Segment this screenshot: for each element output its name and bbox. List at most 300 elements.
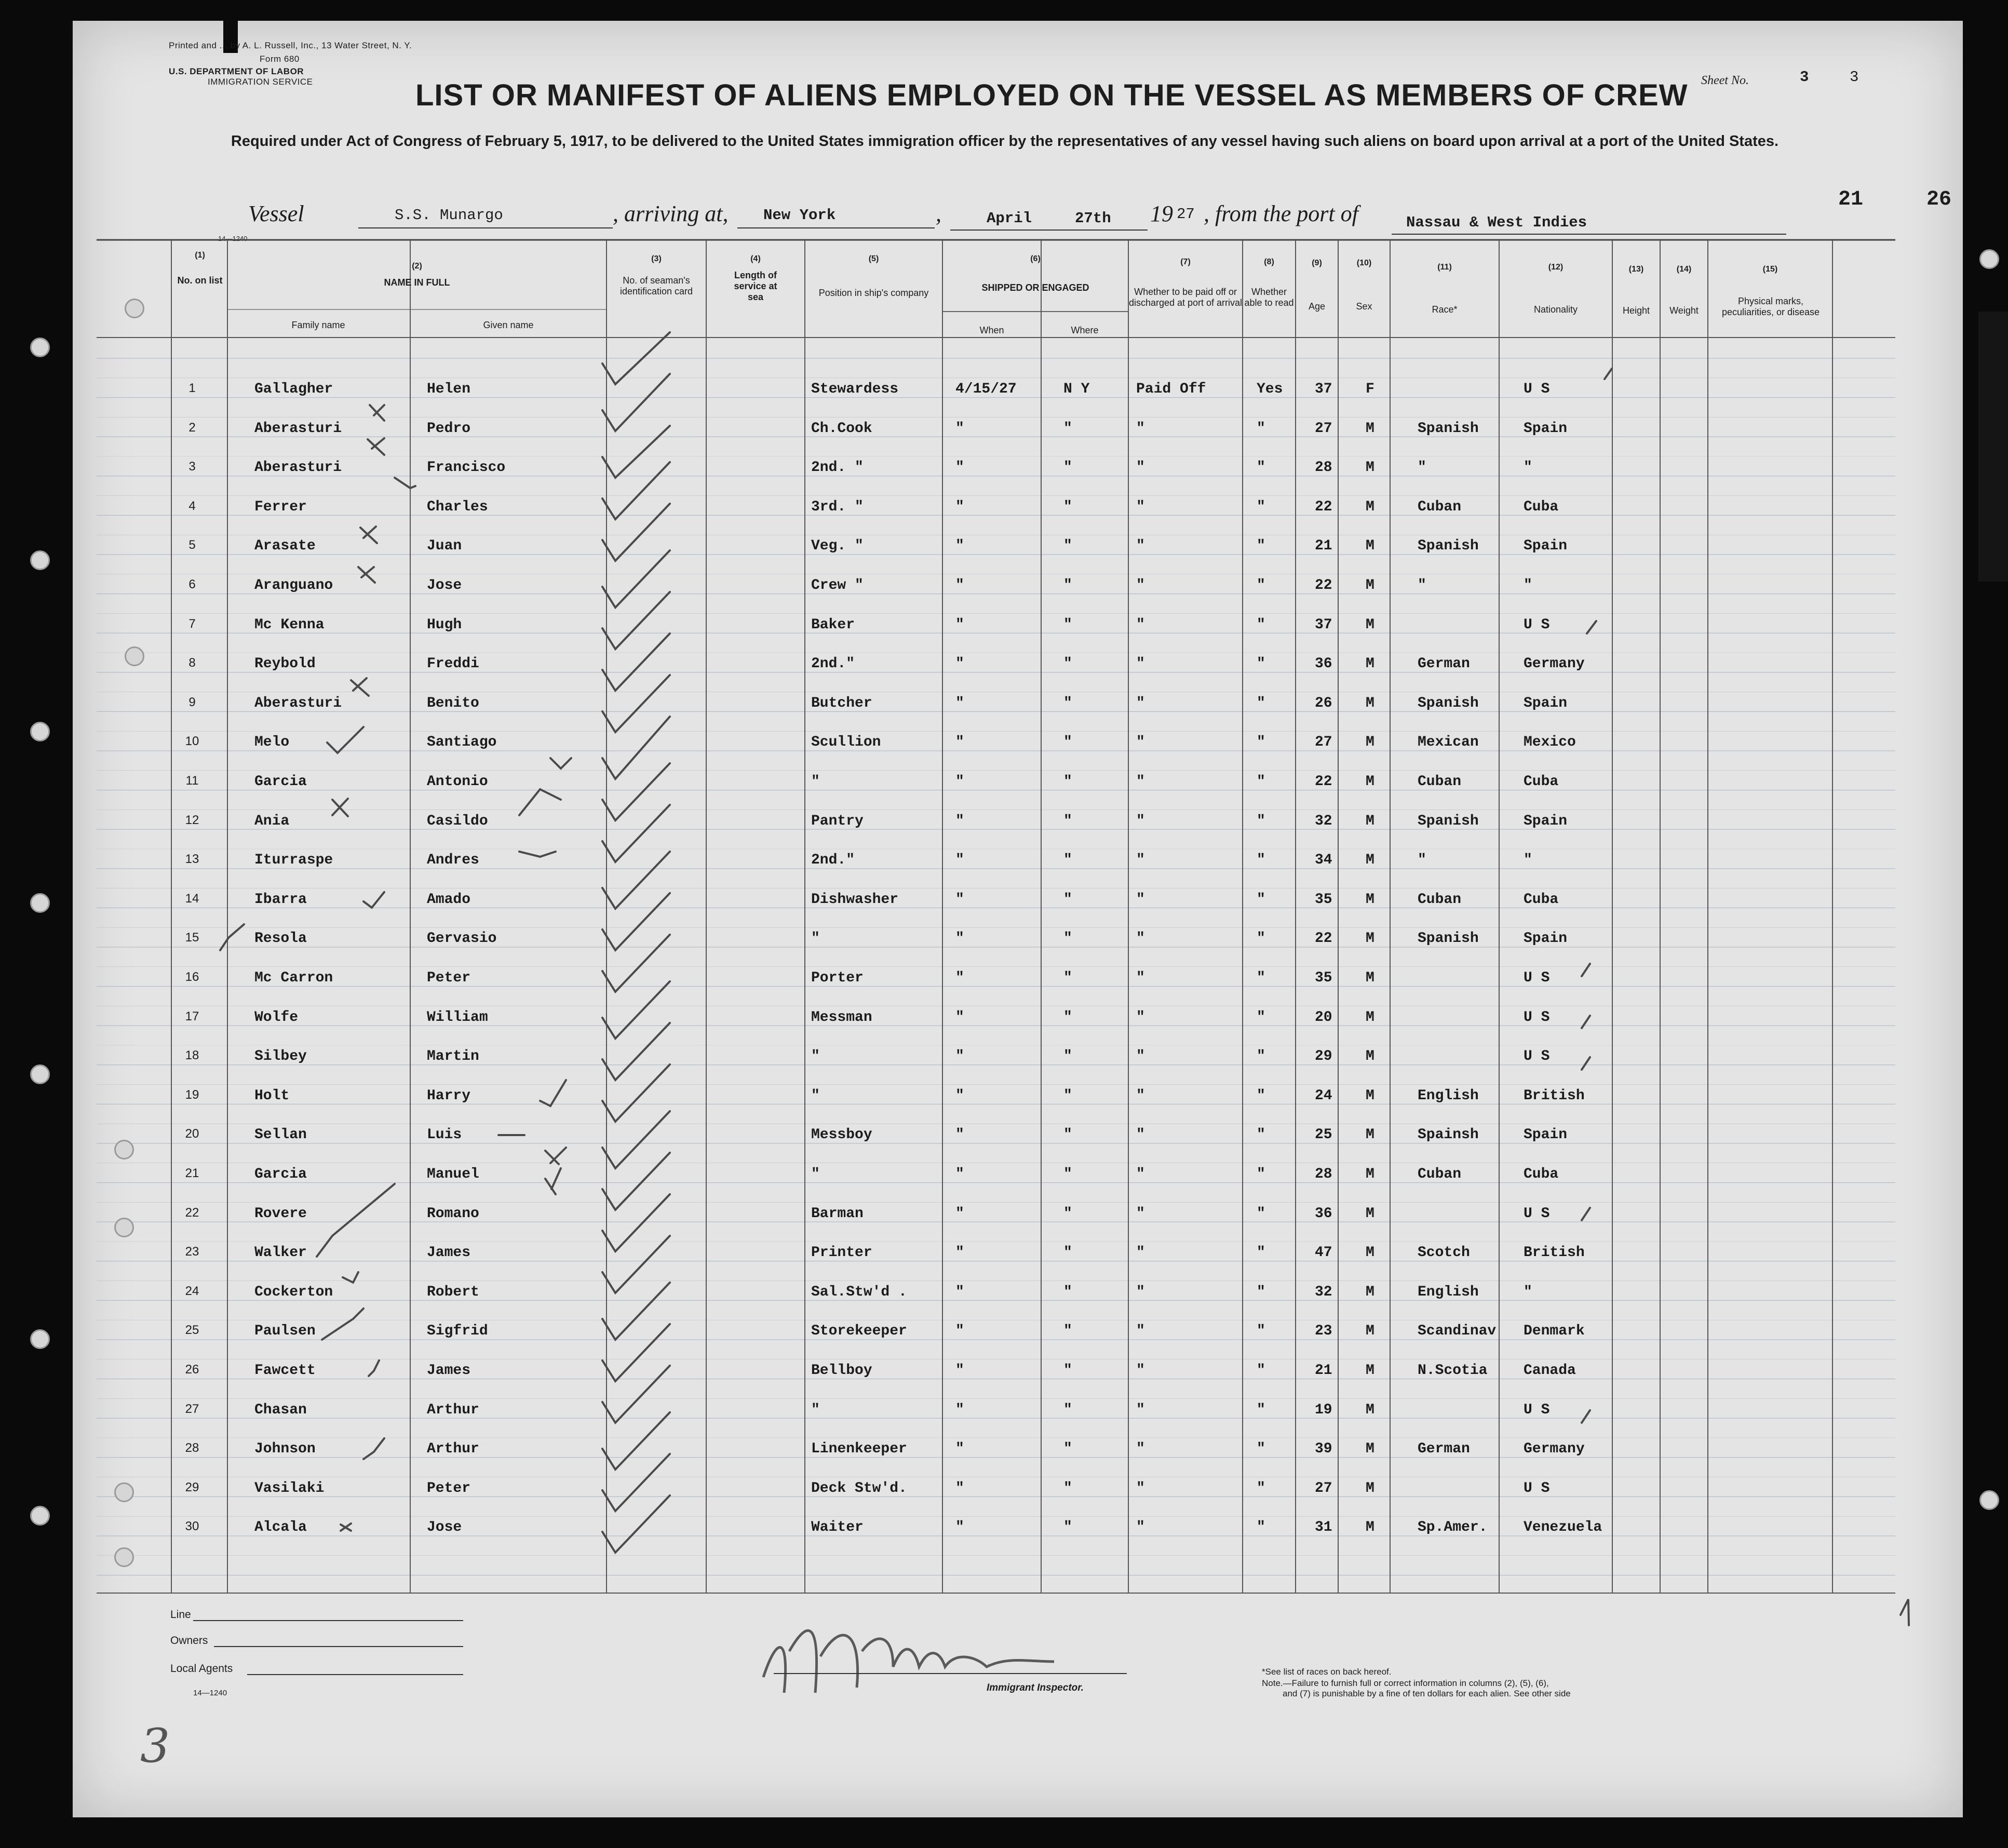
cell-paid: " — [1136, 1323, 1145, 1339]
cell-when: " — [955, 1363, 964, 1379]
cell-where: " — [1063, 1127, 1072, 1143]
cell-no: 29 — [185, 1480, 199, 1494]
cell-race: " — [1418, 460, 1426, 476]
cell-when: " — [955, 460, 964, 476]
cell-no: 20 — [185, 1127, 199, 1141]
cell-position: Messman — [811, 1009, 872, 1026]
cell-given: Santiago — [427, 734, 497, 750]
cell-given: Sigfrid — [427, 1323, 488, 1339]
cell-read: " — [1257, 1245, 1265, 1261]
cell-no: 8 — [188, 656, 196, 670]
cell-sex: M — [1366, 930, 1374, 947]
cell-given: Casildo — [427, 813, 488, 829]
cell-where: " — [1063, 1009, 1072, 1026]
cell-paid: " — [1136, 852, 1145, 868]
cell-sex: M — [1366, 1480, 1374, 1496]
cell-read: " — [1257, 930, 1265, 947]
cell-paid: " — [1136, 695, 1145, 711]
cell-nationality: Cuba — [1524, 892, 1559, 908]
cell-nationality: British — [1524, 1245, 1585, 1261]
cell-read: " — [1257, 1166, 1265, 1182]
cell-family: Ania — [254, 813, 290, 829]
cell-age: 21 — [1315, 538, 1332, 554]
cell-nationality: " — [1524, 460, 1532, 476]
cell-age: 32 — [1315, 1284, 1332, 1300]
cell-no: 19 — [185, 1088, 199, 1102]
cell-no: 10 — [185, 734, 199, 748]
cell-given: Arthur — [427, 1402, 479, 1418]
cell-given: Martin — [427, 1048, 479, 1064]
cell-when: " — [955, 970, 964, 986]
cell-paid: " — [1136, 499, 1145, 515]
cell-when: " — [955, 421, 964, 437]
cell-given: Antonio — [427, 774, 488, 790]
cell-paid: " — [1136, 656, 1145, 672]
cell-paid: " — [1136, 538, 1145, 554]
cell-sex: M — [1366, 1009, 1374, 1026]
cell-paid: " — [1136, 1402, 1145, 1418]
cell-sex: M — [1366, 1088, 1374, 1104]
cell-sex: M — [1366, 656, 1374, 672]
cell-race: Spainsh — [1418, 1127, 1479, 1143]
cell-position: Bellboy — [811, 1363, 872, 1379]
cell-paid: " — [1136, 1363, 1145, 1379]
cell-family: Alcala — [254, 1519, 307, 1535]
department-label: U.S. DEPARTMENT OF LABOR — [169, 66, 304, 76]
cell-sex: M — [1366, 813, 1374, 829]
sheet-number: 3 — [1800, 69, 1809, 86]
cell-where: " — [1063, 1048, 1072, 1064]
cell-family: Aberasturi — [254, 695, 342, 711]
cell-race: Cuban — [1418, 774, 1462, 790]
cell-nationality: Venezuela — [1524, 1519, 1602, 1535]
col10-header: Sex — [1356, 301, 1372, 312]
cell-age: 25 — [1315, 1127, 1332, 1143]
cell-nationality: Spain — [1524, 421, 1568, 437]
cell-read: " — [1257, 421, 1265, 437]
cell-family: Paulsen — [254, 1323, 316, 1339]
col12-number: (12) — [1548, 263, 1564, 272]
col5-number: (5) — [868, 254, 879, 263]
cell-age: 19 — [1315, 1402, 1332, 1418]
cell-age: 31 — [1315, 1519, 1332, 1535]
cell-where: " — [1063, 1284, 1072, 1300]
cell-nationality: Germany — [1524, 656, 1585, 672]
cell-sex: M — [1366, 734, 1374, 750]
cell-position: Messboy — [811, 1127, 872, 1143]
cell-age: 37 — [1315, 381, 1332, 397]
cell-sex: M — [1366, 970, 1374, 986]
cell-read: " — [1257, 1323, 1265, 1339]
col11-header: Race* — [1432, 304, 1458, 315]
col14-number: (14) — [1676, 265, 1692, 274]
cell-where: " — [1063, 892, 1072, 908]
cell-read: " — [1257, 1088, 1265, 1104]
cell-race: German — [1418, 1441, 1470, 1457]
cell-sex: M — [1366, 1363, 1374, 1379]
form-code-top: 14—1240 — [218, 235, 248, 242]
cell-race: Spanish — [1418, 538, 1479, 554]
cell-family: Melo — [254, 734, 290, 750]
col10-number: (10) — [1356, 259, 1372, 267]
col6a-header: When — [979, 325, 1004, 335]
cell-where: " — [1063, 734, 1072, 750]
col13-header: Height — [1622, 305, 1650, 316]
cell-position: 3rd. " — [811, 499, 864, 515]
cell-age: 28 — [1315, 460, 1332, 476]
col6-number: (6) — [1030, 254, 1041, 263]
col12-header: Nationality — [1533, 304, 1578, 315]
col13-number: (13) — [1628, 265, 1644, 274]
cell-age: 22 — [1315, 577, 1332, 593]
cell-read: " — [1257, 1206, 1265, 1222]
cell-race: Mexican — [1418, 734, 1479, 750]
cell-where: " — [1063, 970, 1072, 986]
cell-read: Yes — [1257, 381, 1283, 397]
cell-nationality: Canada — [1524, 1363, 1576, 1379]
cell-when: " — [955, 774, 964, 790]
cell-given: Arthur — [427, 1441, 479, 1457]
cell-given: Harry — [427, 1088, 471, 1104]
cell-sex: M — [1366, 1402, 1374, 1418]
cell-age: 35 — [1315, 970, 1332, 986]
cell-given: James — [427, 1363, 471, 1379]
cell-given: Jose — [427, 1519, 462, 1535]
col15-header: Physical marks, peculiarities, or disease — [1721, 296, 1820, 317]
cell-no: 1 — [188, 381, 196, 395]
cell-age: 23 — [1315, 1323, 1332, 1339]
cell-paid: " — [1136, 1127, 1145, 1143]
cell-position: Crew " — [811, 577, 864, 593]
cell-paid: " — [1136, 892, 1145, 908]
cell-read: " — [1257, 695, 1265, 711]
cell-read: " — [1257, 774, 1265, 790]
cell-race: Cuban — [1418, 892, 1462, 908]
cell-paid: Paid Off — [1136, 381, 1206, 397]
cell-race: Sp.Amer. — [1418, 1519, 1488, 1535]
cell-age: 36 — [1315, 656, 1332, 672]
cell-where: " — [1063, 1166, 1072, 1182]
side-number-a: 21 — [1838, 188, 1864, 211]
inspector-underline — [774, 1673, 1127, 1674]
col14-header: Weight — [1669, 305, 1699, 316]
cell-position: 2nd." — [811, 852, 855, 868]
cell-sex: M — [1366, 1206, 1374, 1222]
cell-given: Jose — [427, 577, 462, 593]
cell-position: Dishwasher — [811, 892, 899, 908]
cell-read: " — [1257, 1284, 1265, 1300]
cell-age: 29 — [1315, 1048, 1332, 1064]
printer-line: Printed and ... by A. L. Russell, Inc., 13 Water Street, N. Y. — [169, 41, 412, 50]
cell-position: 2nd. " — [811, 460, 864, 476]
cell-race: " — [1418, 577, 1426, 593]
cell-paid: " — [1136, 1480, 1145, 1496]
cell-position: Stewardess — [811, 381, 899, 397]
cell-sex: M — [1366, 460, 1374, 476]
cell-given: Juan — [427, 538, 462, 554]
cell-when: " — [955, 1402, 964, 1418]
cell-no: 17 — [185, 1009, 199, 1023]
cell-read: " — [1257, 1363, 1265, 1379]
cell-no: 9 — [188, 695, 196, 709]
cell-age: 22 — [1315, 930, 1332, 947]
cell-age: 26 — [1315, 695, 1332, 711]
cell-race: Spanish — [1418, 930, 1479, 947]
from-port: Nassau & West Indies — [1406, 214, 1587, 231]
cell-sex: M — [1366, 1284, 1374, 1300]
arrival-month: April — [987, 210, 1032, 227]
cell-nationality: " — [1524, 577, 1532, 593]
cell-age: 21 — [1315, 1363, 1332, 1379]
cell-where: " — [1063, 1441, 1072, 1457]
col7-number: (7) — [1180, 258, 1191, 266]
cell-nationality: U S — [1524, 1206, 1550, 1222]
manifest-title: LIST OR MANIFEST OF ALIENS EMPLOYED ON THE VESSEL AS MEMBERS OF CREW — [415, 78, 1688, 112]
cell-given: Romano — [427, 1206, 479, 1222]
cell-given: Gervasio — [427, 930, 497, 947]
cell-when: " — [955, 1166, 964, 1182]
cell-family: Iturraspe — [254, 852, 333, 868]
cell-family: Garcia — [254, 1166, 307, 1182]
cell-age: 27 — [1315, 1480, 1332, 1496]
cell-paid: " — [1136, 421, 1145, 437]
cell-given: Helen — [427, 381, 471, 397]
line-label: Line — [170, 1609, 191, 1621]
cell-position: Printer — [811, 1245, 872, 1261]
cell-family: Vasilaki — [254, 1480, 325, 1496]
cell-where: " — [1063, 1402, 1072, 1418]
cell-where: " — [1063, 538, 1072, 554]
cell-where: N Y — [1063, 381, 1090, 397]
cell-family: Chasan — [254, 1402, 307, 1418]
cell-paid: " — [1136, 774, 1145, 790]
cell-when: " — [955, 538, 964, 554]
cell-paid: " — [1136, 1048, 1145, 1064]
cell-position: Waiter — [811, 1519, 864, 1535]
cell-when: " — [955, 1088, 964, 1104]
cell-no: 3 — [188, 460, 196, 474]
cell-read: " — [1257, 852, 1265, 868]
cell-age: 20 — [1315, 1009, 1332, 1026]
cell-sex: M — [1366, 1127, 1374, 1143]
cell-when: " — [955, 852, 964, 868]
cell-where: " — [1063, 499, 1072, 515]
cell-where: " — [1063, 577, 1072, 593]
form-code-bottom: 14—1240 — [193, 1689, 227, 1697]
cell-read: " — [1257, 1127, 1265, 1143]
cell-paid: " — [1136, 930, 1145, 947]
cell-read: " — [1257, 538, 1265, 554]
cell-age: 24 — [1315, 1088, 1332, 1104]
cell-given: Manuel — [427, 1166, 479, 1182]
cell-sex: M — [1366, 1166, 1374, 1182]
cell-no: 25 — [185, 1323, 199, 1337]
cell-position: Ch.Cook — [811, 421, 872, 437]
cell-nationality: U S — [1524, 1402, 1550, 1418]
cell-where: " — [1063, 695, 1072, 711]
cell-paid: " — [1136, 1519, 1145, 1535]
cell-given: Amado — [427, 892, 471, 908]
cell-read: " — [1257, 1048, 1265, 1064]
cell-nationality: Spain — [1524, 930, 1568, 947]
col1-number: (1) — [195, 251, 205, 260]
cell-race: Cuban — [1418, 499, 1462, 515]
cell-position: " — [811, 930, 820, 947]
cell-read: " — [1257, 1480, 1265, 1496]
cell-paid: " — [1136, 1009, 1145, 1026]
cell-race: Scotch — [1418, 1245, 1470, 1261]
cell-age: 47 — [1315, 1245, 1332, 1261]
cell-no: 21 — [185, 1166, 199, 1180]
cell-nationality: Spain — [1524, 813, 1568, 829]
cell-race: Spanish — [1418, 421, 1479, 437]
year-suffix: 27 — [1177, 206, 1195, 223]
cell-nationality: U S — [1524, 1480, 1550, 1496]
cell-nationality: " — [1524, 1284, 1532, 1300]
cell-when: " — [955, 1127, 964, 1143]
cell-position: " — [811, 1088, 820, 1104]
col3-header: No. of seaman's identification card — [619, 275, 693, 296]
cell-where: " — [1063, 1323, 1072, 1339]
cell-given: Francisco — [427, 460, 506, 476]
cell-paid: " — [1136, 734, 1145, 750]
cell-given: Andres — [427, 852, 479, 868]
cell-read: " — [1257, 1009, 1265, 1026]
cell-given: Benito — [427, 695, 479, 711]
cell-read: " — [1257, 617, 1265, 633]
cell-where: " — [1063, 1206, 1072, 1222]
cell-paid: " — [1136, 617, 1145, 633]
cell-no: 14 — [185, 892, 199, 906]
cell-no: 16 — [185, 970, 199, 984]
cell-when: " — [955, 499, 964, 515]
col5-header: Position in ship's company — [818, 288, 929, 298]
cell-paid: " — [1136, 460, 1145, 476]
col9-header: Age — [1308, 301, 1326, 312]
cell-sex: M — [1366, 538, 1374, 554]
cell-race: " — [1418, 852, 1426, 868]
cell-nationality: U S — [1524, 970, 1550, 986]
cell-position: Sal.Stw'd . — [811, 1284, 907, 1300]
cell-no: 6 — [188, 577, 196, 591]
cell-position: Barman — [811, 1206, 864, 1222]
cell-position: Linenkeeper — [811, 1441, 907, 1457]
cell-read: " — [1257, 656, 1265, 672]
cell-sex: M — [1366, 1323, 1374, 1339]
handwritten-page-number: 3 — [140, 1719, 170, 1773]
col2-header: NAME IN FULL — [384, 277, 450, 288]
cell-when: " — [955, 577, 964, 593]
cell-given: Charles — [427, 499, 488, 515]
cell-sex: M — [1366, 577, 1374, 593]
cell-given: Robert — [427, 1284, 479, 1300]
cell-paid: " — [1136, 1284, 1145, 1300]
cell-family: Ibarra — [254, 892, 307, 908]
col7-header: Whether to be paid off or discharged at port of arrival — [1128, 287, 1243, 308]
cell-when: 4/15/27 — [955, 381, 1017, 397]
cell-no: 18 — [185, 1048, 199, 1062]
cell-race: Scandinav — [1418, 1323, 1497, 1339]
cell-no: 7 — [188, 617, 196, 631]
from-label: , from the port of — [1204, 201, 1358, 226]
arriving-label: , arriving at, — [613, 201, 729, 226]
cell-family: Aberasturi — [254, 460, 342, 476]
form-number: Form 680 — [260, 54, 300, 64]
cell-no: 4 — [188, 499, 196, 513]
cell-paid: " — [1136, 1206, 1145, 1222]
cell-where: " — [1063, 1363, 1072, 1379]
col6b-header: Where — [1071, 325, 1099, 335]
cell-read: " — [1257, 1441, 1265, 1457]
cell-position: Storekeeper — [811, 1323, 907, 1339]
cell-nationality: Spain — [1524, 1127, 1568, 1143]
year-prefix: 19 — [1150, 201, 1173, 226]
cell-family: Aberasturi — [254, 421, 342, 437]
cell-age: 27 — [1315, 421, 1332, 437]
cell-position: Deck Stw'd. — [811, 1480, 907, 1496]
cell-when: " — [955, 813, 964, 829]
cell-no: 24 — [185, 1284, 199, 1298]
cell-family: Rovere — [254, 1206, 307, 1222]
cell-nationality: Mexico — [1524, 734, 1576, 750]
cell-given: Peter — [427, 970, 471, 986]
cell-nationality: Cuba — [1524, 1166, 1559, 1182]
cell-where: " — [1063, 1245, 1072, 1261]
local-agents-label: Local Agents — [170, 1663, 233, 1675]
cell-when: " — [955, 617, 964, 633]
cell-paid: " — [1136, 970, 1145, 986]
cell-position: Veg. " — [811, 538, 864, 554]
cell-age: 27 — [1315, 734, 1332, 750]
manifest-subtitle: Required under Act of Congress of February 5, 1917, to be delivered to the United States immigration officer by the representatives of any vessel having such aliens on board upon arrival at a port of the United States. — [231, 133, 1779, 150]
cell-when: " — [955, 1519, 964, 1535]
col6-header: SHIPPED OR ENGAGED — [981, 282, 1089, 293]
cell-family: Arasate — [254, 538, 316, 554]
col4-number: (4) — [750, 254, 761, 263]
cell-when: " — [955, 1245, 964, 1261]
cell-paid: " — [1136, 1441, 1145, 1457]
col9-number: (9) — [1312, 259, 1322, 267]
cell-nationality: " — [1524, 852, 1532, 868]
service-label: IMMIGRATION SERVICE — [208, 77, 313, 87]
cell-where: " — [1063, 656, 1072, 672]
cell-age: 36 — [1315, 1206, 1332, 1222]
cell-read: " — [1257, 1402, 1265, 1418]
sheet-label: Sheet No. — [1701, 74, 1749, 87]
cell-paid: " — [1136, 577, 1145, 593]
cell-position: 2nd." — [811, 656, 855, 672]
cell-no: 15 — [185, 930, 199, 945]
cell-when: " — [955, 1441, 964, 1457]
cell-when: " — [955, 1480, 964, 1496]
cell-sex: M — [1366, 1441, 1374, 1457]
cell-position: " — [811, 1048, 820, 1064]
cell-where: " — [1063, 617, 1072, 633]
cell-where: " — [1063, 930, 1072, 947]
cell-nationality: Cuba — [1524, 499, 1559, 515]
cell-nationality: Denmark — [1524, 1323, 1585, 1339]
col2b-header: Given name — [483, 320, 534, 330]
cell-position: Baker — [811, 617, 855, 633]
cell-when: " — [955, 930, 964, 947]
cell-position: Porter — [811, 970, 864, 986]
cell-given: William — [427, 1009, 488, 1026]
cell-paid: " — [1136, 813, 1145, 829]
cell-sex: M — [1366, 617, 1374, 633]
cell-where: " — [1063, 774, 1072, 790]
cell-family: Mc Kenna — [254, 617, 325, 633]
col1-header: No. on list — [177, 275, 223, 286]
